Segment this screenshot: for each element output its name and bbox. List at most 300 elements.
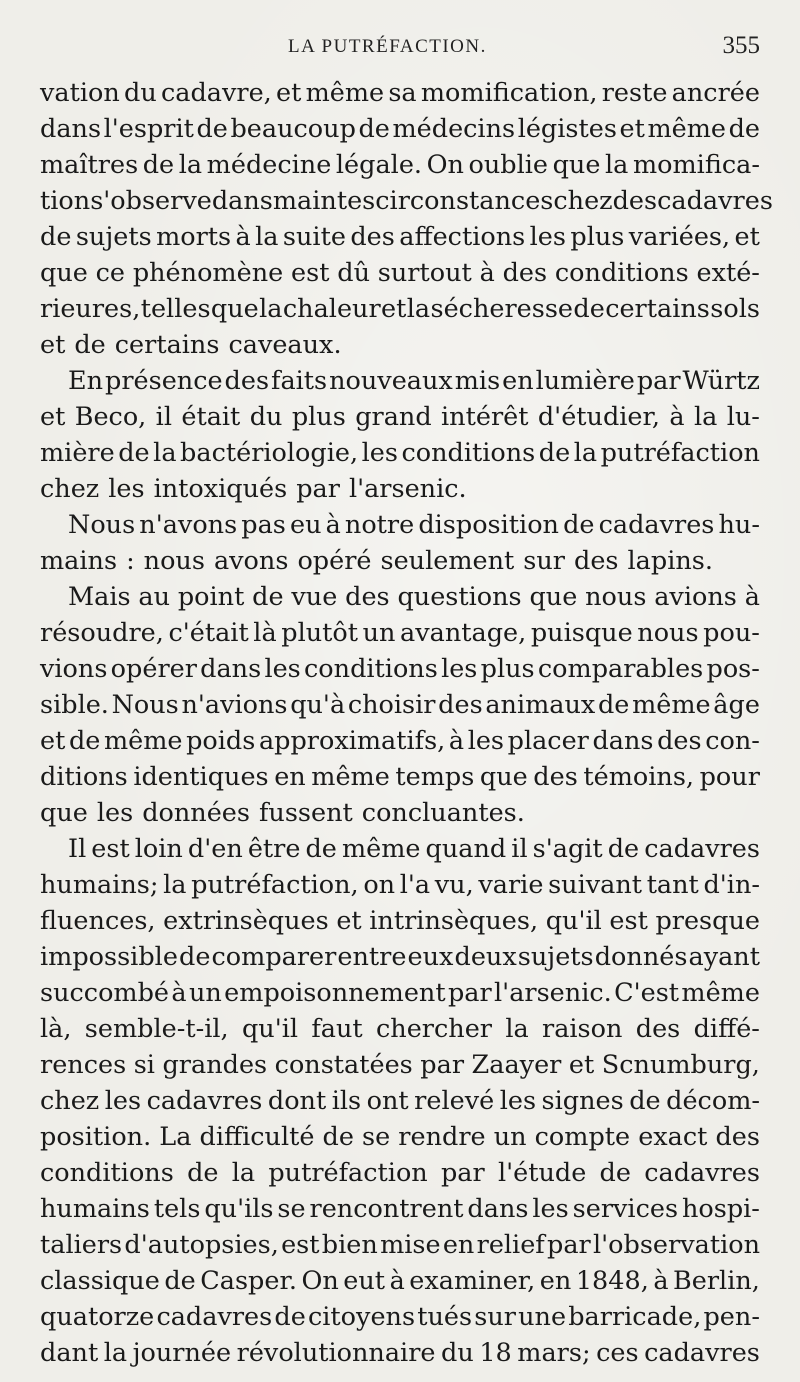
word: de	[118, 438, 150, 468]
word: reste	[601, 78, 668, 108]
word: là	[253, 618, 277, 648]
word: Zaayer	[471, 1050, 562, 1080]
word: de	[573, 294, 605, 324]
word: être	[247, 834, 301, 864]
word: que	[40, 258, 88, 288]
word: intrinsèques,	[369, 906, 539, 936]
word: Nous	[68, 510, 136, 540]
word: En	[68, 366, 104, 396]
word: sécheresse	[430, 294, 574, 324]
word: du	[124, 78, 157, 108]
word: vue	[291, 582, 338, 612]
word: Berlin,	[673, 1266, 760, 1296]
word: plus	[570, 222, 625, 252]
word: opérer	[110, 654, 197, 684]
word: eux	[407, 942, 454, 972]
word: opéré	[297, 546, 372, 576]
text-line	[40, 867, 760, 903]
word: l'arsenic.	[494, 978, 612, 1008]
word: identiques	[133, 762, 269, 792]
word: pour	[699, 762, 760, 792]
word: même	[681, 978, 760, 1008]
text-line	[40, 795, 760, 831]
word: services	[572, 1194, 679, 1224]
text-line	[40, 255, 760, 291]
word: dans	[211, 186, 273, 216]
word: vu,	[434, 870, 474, 900]
text-line	[40, 543, 760, 579]
word: caveaux.	[228, 330, 342, 360]
word: les	[264, 654, 301, 684]
word: morts	[156, 222, 232, 252]
text-line	[40, 687, 760, 723]
word: cadavres	[598, 510, 715, 540]
word: de	[322, 1122, 354, 1152]
word: sur	[474, 1302, 516, 1332]
word: comparer	[211, 942, 337, 972]
word: momifica-	[632, 150, 760, 180]
word: taliers	[40, 1230, 123, 1260]
word: affections	[399, 222, 526, 252]
word: faut	[311, 1014, 363, 1044]
word: cadavres	[644, 834, 760, 864]
word: la	[255, 222, 279, 252]
word: extrinsèques	[163, 906, 329, 936]
word: à	[171, 978, 187, 1008]
word: des	[224, 366, 270, 396]
word: chez	[40, 1086, 100, 1116]
word: grand	[355, 402, 432, 432]
word: lumière	[535, 366, 635, 396]
word: de	[607, 834, 640, 864]
word: cadavres	[156, 1302, 273, 1332]
word: conditions	[401, 438, 536, 468]
word: l'étude	[497, 1158, 587, 1188]
word: à	[235, 222, 251, 252]
text-line	[40, 327, 760, 363]
word: humains;	[40, 870, 159, 900]
word: par	[547, 1230, 591, 1260]
word: avantage,	[400, 618, 527, 648]
word: l'a	[399, 870, 431, 900]
word: suivant	[548, 870, 643, 900]
word: surtout	[377, 258, 472, 288]
word: qu'il	[241, 1014, 299, 1044]
text-line	[40, 1227, 760, 1263]
word: à	[744, 582, 760, 612]
word: la	[231, 1158, 256, 1188]
word: classique	[40, 1266, 160, 1296]
word: temps	[395, 762, 475, 792]
word: dû	[337, 258, 370, 288]
word: résoudre,	[40, 618, 164, 648]
word: plus	[291, 402, 346, 432]
word: à	[669, 402, 685, 432]
word: même	[632, 690, 711, 720]
word: la	[406, 294, 431, 324]
word: Würtz	[682, 366, 760, 396]
word: qu'à	[290, 690, 346, 720]
word: seulement	[380, 546, 515, 576]
word: bien	[321, 1230, 378, 1260]
word: que	[479, 762, 528, 792]
word: à	[448, 726, 465, 756]
word: de	[629, 1086, 661, 1116]
word: les	[467, 726, 505, 756]
text-line	[40, 1299, 760, 1335]
word: médecins	[392, 114, 516, 144]
word: de	[40, 222, 72, 252]
word: l'arsenic.	[348, 474, 467, 504]
word: la	[153, 438, 177, 468]
word: en	[502, 366, 534, 396]
word: la	[505, 1014, 529, 1044]
word: 1848,	[575, 1266, 649, 1296]
word: vation	[40, 78, 120, 108]
word: position.	[40, 1122, 152, 1152]
word: la	[103, 1338, 128, 1368]
word: d'in-	[703, 870, 760, 900]
word: des	[502, 258, 548, 288]
word: de	[142, 150, 175, 180]
text-line	[40, 1047, 760, 1083]
running-title: LA PUTRÉFACTION.	[288, 36, 487, 57]
word: Mais	[68, 582, 131, 612]
word: dant	[40, 1338, 99, 1368]
word: quatorze	[40, 1302, 155, 1332]
word: de	[358, 114, 390, 144]
word: Il	[68, 834, 87, 864]
word: et	[276, 78, 302, 108]
text-line	[40, 435, 760, 471]
word: suite	[282, 222, 346, 252]
word: puisque	[530, 618, 633, 648]
word: la	[573, 438, 598, 468]
word: Scnumburg,	[601, 1050, 760, 1080]
word: dont	[267, 1086, 327, 1116]
word: mars;	[517, 1338, 591, 1368]
word: On	[426, 150, 464, 180]
word: est	[609, 906, 648, 936]
word: s'observe	[90, 186, 212, 216]
word: fussent	[258, 798, 353, 828]
word: la	[163, 870, 187, 900]
word: les	[529, 222, 566, 252]
word: certains	[605, 294, 710, 324]
word: rences	[40, 1050, 127, 1080]
word: les	[532, 1194, 569, 1224]
word: varie	[478, 870, 544, 900]
word: concluantes.	[361, 798, 525, 828]
word: les	[499, 1086, 537, 1116]
word: compte	[534, 1122, 631, 1152]
word: données	[142, 798, 250, 828]
word: en	[442, 1230, 475, 1260]
text-line	[40, 471, 760, 507]
word: dans	[40, 114, 102, 144]
word: légistes	[517, 114, 617, 144]
word: animaux	[485, 690, 596, 720]
word: et	[336, 906, 362, 936]
word: même	[341, 834, 421, 864]
word: de	[68, 726, 101, 756]
text-line	[40, 1011, 760, 1047]
word: des	[635, 1014, 681, 1044]
word: C'est	[614, 978, 680, 1008]
word: Casper.	[200, 1266, 297, 1296]
word: au	[138, 582, 171, 612]
word: que	[210, 294, 259, 324]
word: la	[178, 150, 203, 180]
word: ont	[366, 1086, 409, 1116]
word: de	[728, 114, 760, 144]
text-line	[40, 1191, 760, 1227]
word: témoins,	[583, 762, 695, 792]
word: des	[438, 690, 483, 720]
word: relief	[476, 1230, 545, 1260]
word: tels	[153, 1194, 201, 1224]
word: deux	[454, 942, 517, 972]
word: maîtres	[40, 150, 139, 180]
word: des	[533, 762, 578, 792]
text-line	[40, 507, 760, 543]
word: lu-	[726, 402, 760, 432]
word: tués	[417, 1302, 473, 1332]
word: fluences,	[40, 906, 156, 936]
word: barricade,	[568, 1302, 702, 1332]
word: nous	[143, 546, 205, 576]
word: et	[381, 294, 407, 324]
word: des	[350, 222, 395, 252]
word: l'observation	[593, 1230, 760, 1260]
word: tion	[40, 186, 91, 216]
word: grandes	[162, 1050, 268, 1080]
text-line	[40, 831, 760, 867]
word: un	[362, 618, 396, 648]
word: de	[252, 582, 284, 612]
word: phénomène	[132, 258, 284, 288]
word: Beco,	[74, 402, 147, 432]
word: intérêt	[441, 402, 529, 432]
word: la	[693, 402, 718, 432]
word: poids	[186, 726, 256, 756]
text-line	[40, 1263, 760, 1299]
word: on	[363, 870, 396, 900]
word: rendre	[398, 1122, 486, 1152]
word: questions	[397, 582, 522, 612]
word: de	[164, 1266, 196, 1296]
text-line	[40, 1119, 760, 1155]
word: constatées	[274, 1050, 413, 1080]
word: de	[179, 942, 211, 972]
word: impossible	[40, 942, 178, 972]
text-line	[40, 1155, 760, 1191]
word: conditions	[554, 258, 689, 288]
text-line	[40, 147, 760, 183]
word: par	[440, 1158, 485, 1188]
word: de	[597, 690, 630, 720]
word: empoisonnement	[224, 978, 446, 1008]
word: presque	[655, 906, 760, 936]
text-line	[40, 939, 760, 975]
word: n'avions	[181, 690, 288, 720]
word: qu'ils	[204, 1194, 274, 1224]
word: chez	[40, 474, 100, 504]
word: et	[40, 726, 66, 756]
word: un	[188, 978, 222, 1008]
word: relevé	[414, 1086, 495, 1116]
word: révolutionnaire	[236, 1338, 436, 1368]
word: du	[249, 402, 283, 432]
word: d'en	[187, 834, 243, 864]
word: du	[441, 1338, 474, 1368]
text-line	[40, 975, 760, 1011]
word: cadavres	[644, 1158, 760, 1188]
word: mière	[40, 438, 115, 468]
word: une	[518, 1302, 567, 1332]
word: légale.	[335, 150, 423, 180]
word: loin	[134, 834, 183, 864]
word: décom-	[666, 1086, 760, 1116]
word: que	[529, 582, 578, 612]
word: même	[311, 762, 390, 792]
word: 18	[479, 1338, 512, 1368]
word: dans	[467, 1194, 529, 1224]
word: sujets	[517, 942, 594, 972]
text-line	[40, 651, 760, 687]
text-line	[40, 399, 760, 435]
text-line	[40, 759, 760, 795]
word: nous	[637, 618, 699, 648]
text-line	[40, 1335, 760, 1371]
word: chercher	[376, 1014, 492, 1044]
body-text	[40, 75, 773, 1371]
word: les	[441, 654, 478, 684]
text-line	[40, 1083, 760, 1119]
word: oublie	[468, 150, 549, 180]
word: par	[447, 978, 492, 1008]
word: âge	[713, 690, 760, 720]
word: eut	[343, 1266, 386, 1296]
word: présence	[105, 366, 223, 396]
word: ancrée	[671, 78, 760, 108]
word: certains	[114, 330, 220, 360]
word: par	[636, 366, 681, 396]
word: difficulté	[199, 1122, 315, 1152]
word: chez	[553, 186, 613, 216]
word: dans	[592, 726, 654, 756]
word: notre	[344, 510, 415, 540]
word: diffé-	[693, 1014, 760, 1044]
word: de	[599, 1158, 631, 1188]
word: c'était	[168, 618, 249, 648]
word: des	[715, 1122, 760, 1152]
word: que	[40, 798, 88, 828]
word: cadavres	[644, 1338, 760, 1368]
word: humains	[40, 1194, 150, 1224]
word: rieures,	[40, 294, 141, 324]
word: sujets	[75, 222, 152, 252]
word: plus	[480, 654, 535, 684]
word: d'autopsies,	[124, 1230, 279, 1260]
word: :	[126, 546, 135, 576]
word: sa	[388, 78, 417, 108]
word: mains	[40, 546, 118, 576]
word: plutôt	[281, 618, 358, 648]
word: ces	[596, 1338, 639, 1368]
word: entre	[337, 942, 407, 972]
word: des	[612, 186, 658, 216]
word: et	[40, 330, 66, 360]
word: de	[305, 834, 337, 864]
word: signes	[541, 1086, 624, 1116]
word: et	[734, 222, 760, 252]
text-line	[40, 579, 760, 615]
text-line	[40, 183, 773, 219]
word: rencontrent	[309, 1194, 464, 1224]
word: La	[159, 1122, 192, 1152]
word: l'esprit	[103, 114, 194, 144]
word: succombé	[40, 978, 170, 1008]
word: à	[389, 1266, 405, 1296]
word: cadavres	[657, 186, 773, 216]
page-header	[0, 32, 800, 62]
word: nous	[585, 582, 647, 612]
word: sur	[523, 546, 565, 576]
word: est	[291, 258, 330, 288]
word: approximatifs,	[258, 726, 446, 756]
word: en	[539, 1266, 572, 1296]
word: pou-	[703, 618, 760, 648]
word: de	[274, 1302, 306, 1332]
word: il	[155, 402, 172, 432]
word: mis	[454, 366, 501, 396]
word: tant	[646, 870, 699, 900]
word: bactériologie,	[180, 438, 359, 468]
word: conditions	[304, 654, 438, 684]
word: est	[91, 834, 130, 864]
word: semble-t-il,	[84, 1014, 229, 1044]
word: cadavres	[146, 1086, 263, 1116]
word: et	[568, 1050, 595, 1080]
word: nouveaux	[329, 366, 453, 396]
word: la	[259, 294, 283, 324]
word: des	[657, 726, 702, 756]
word: il	[511, 834, 528, 864]
text-line	[40, 291, 760, 327]
word: se	[362, 1122, 391, 1152]
word: comparables	[537, 654, 704, 684]
word: conditions	[40, 1158, 174, 1188]
word: placer	[507, 726, 589, 756]
word: quand	[425, 834, 507, 864]
word: par	[420, 1050, 465, 1080]
word: maintes	[272, 186, 376, 216]
word: même	[647, 114, 726, 144]
word: de	[563, 510, 595, 540]
word: avions	[654, 582, 737, 612]
word: beaucoup	[230, 114, 356, 144]
word: journée	[132, 1338, 232, 1368]
word: un	[493, 1122, 527, 1152]
word: putréfaction	[600, 438, 760, 468]
word: d'étudier,	[537, 402, 661, 432]
word: choisir	[347, 690, 436, 720]
text-line	[40, 75, 760, 111]
word: qu'il	[545, 906, 602, 936]
word: hu-	[718, 510, 760, 540]
word: pen-	[703, 1302, 760, 1332]
